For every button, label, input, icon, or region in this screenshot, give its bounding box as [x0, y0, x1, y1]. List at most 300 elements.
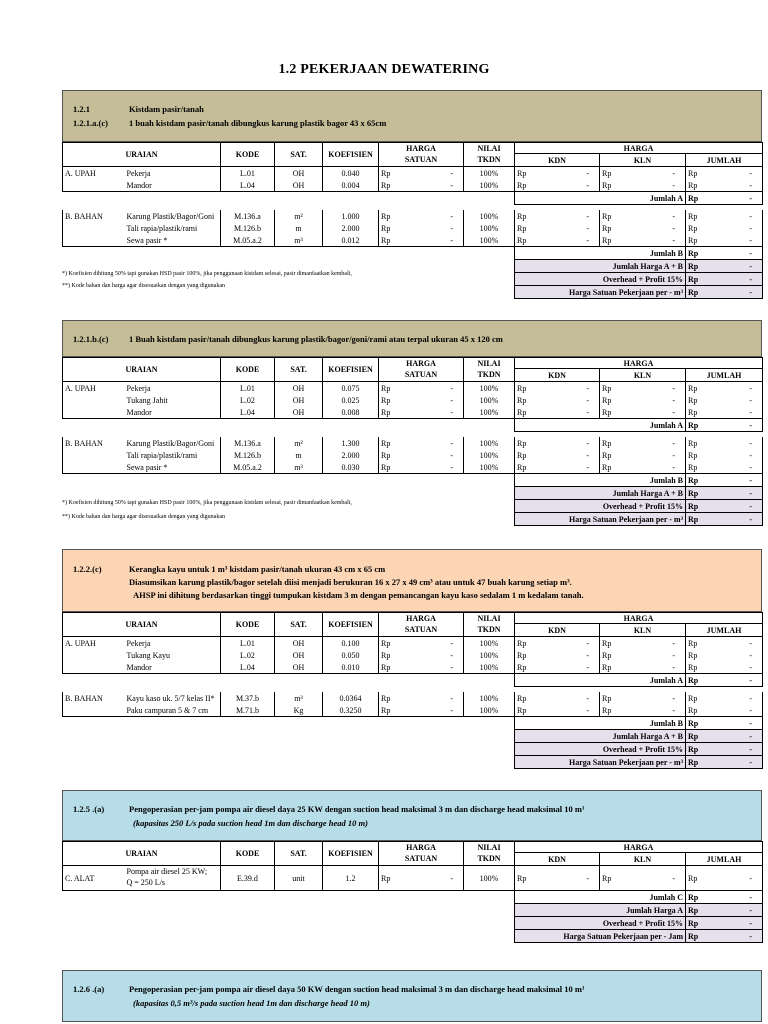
empty-cell [221, 474, 275, 487]
empty-cell [275, 717, 323, 730]
currency-label: Rp [688, 223, 698, 233]
tkdn-cell: 100% [464, 210, 515, 222]
currency-label: Rp [381, 705, 391, 715]
subtotal-value [686, 674, 763, 687]
section-1-2-6 [62, 970, 762, 1022]
table-row [63, 179, 763, 192]
empty-cell [63, 756, 125, 769]
amount-value: - [450, 383, 453, 393]
currency-label: Rp [602, 650, 612, 660]
amount-value: - [749, 438, 752, 448]
column-header-koefisien: KOEFISIEN [323, 143, 379, 167]
amount-value: - [586, 407, 589, 417]
cost-table [62, 612, 762, 769]
subtotal-row [63, 717, 763, 730]
empty-cell [379, 419, 464, 432]
kln-cell [600, 704, 686, 717]
empty-cell [379, 674, 464, 687]
empty-cell [379, 513, 464, 526]
kdn-cell [515, 649, 600, 661]
empty-cell [275, 247, 323, 260]
table-row [63, 704, 763, 717]
ahsp-table [62, 841, 763, 943]
amount-value: - [749, 662, 752, 672]
column-header-tkdn: TKDN [464, 624, 515, 637]
subtotal-row [63, 891, 763, 904]
tkdn-cell: 100% [464, 661, 515, 674]
empty-cell [125, 743, 221, 756]
amount-value: - [450, 705, 453, 715]
harga-satuan-cell [379, 637, 464, 650]
subtotal-label: Jumlah A [515, 419, 686, 432]
harga-satuan-cell [379, 704, 464, 717]
column-header-kdn: KDN [515, 624, 600, 637]
kln-cell [600, 167, 686, 180]
empty-cell [323, 930, 379, 943]
item-code: 1.2.5 .(a) [73, 804, 105, 814]
currency-label: Rp [602, 383, 612, 393]
empty-cell [464, 260, 515, 273]
currency-label: Rp [688, 892, 699, 902]
amount-value: - [672, 462, 675, 472]
amount-value: - [672, 211, 675, 221]
empty-cell [464, 674, 515, 687]
amount-value: - [586, 223, 589, 233]
uraian-cell: Karung Plastik/Bagor/Goni [125, 437, 221, 449]
empty-cell [221, 487, 275, 500]
currency-label: Rp [517, 168, 527, 178]
kln-cell [600, 179, 686, 192]
empty-cell [379, 192, 464, 205]
total-label: Jumlah Harga A + B [515, 260, 686, 273]
sat-cell: OH [275, 649, 323, 661]
currency-label: Rp [602, 438, 612, 448]
item-description: 1 Buah kistdam pasir/tanah dibungkus karung plastik/bagor/goni/rami atau terpal ukuran 45 x 120 cm [129, 334, 503, 344]
currency-label: Rp [688, 287, 699, 297]
harga-satuan-cell [379, 406, 464, 419]
column-header-kln: KLN [600, 624, 686, 637]
amount-value: - [586, 705, 589, 715]
group-label [63, 649, 125, 661]
table-row [63, 866, 763, 891]
section-code: 1.2.1 [73, 104, 90, 114]
sat-cell: unit [275, 866, 323, 891]
kln-cell [600, 649, 686, 661]
amount-value: - [672, 223, 675, 233]
amount-value: - [749, 675, 752, 685]
kln-cell [600, 234, 686, 247]
currency-label: Rp [602, 223, 612, 233]
sat-cell: m³ [275, 692, 323, 704]
empty-cell [323, 904, 379, 917]
currency-label: Rp [688, 931, 699, 941]
currency-label: Rp [688, 905, 699, 915]
empty-cell [379, 930, 464, 943]
subtotal-row [63, 247, 763, 260]
column-header-koefisien: KOEFISIEN [323, 613, 379, 637]
empty-cell [323, 286, 379, 299]
uraian-cell: Karung Plastik/Bagor/Goni [125, 210, 221, 222]
uraian-line: Q = 250 L/s [126, 878, 166, 887]
sat-cell: m³ [275, 234, 323, 247]
currency-label: Rp [381, 462, 391, 472]
empty-cell [323, 192, 379, 205]
subtotal-value [686, 419, 763, 432]
currency-label: Rp [381, 650, 391, 660]
kdn-cell [515, 661, 600, 674]
empty-cell [275, 743, 323, 756]
empty-cell [379, 474, 464, 487]
currency-label: Rp [602, 638, 612, 648]
empty-cell [464, 743, 515, 756]
amount-value: - [749, 462, 752, 472]
total-value [686, 917, 763, 930]
item-code: 1.2.1.b.(c) [73, 334, 109, 344]
tkdn-cell: 100% [464, 394, 515, 406]
column-header-nilai: NILAI [464, 358, 515, 369]
empty-cell [125, 487, 221, 500]
amount-value: - [749, 873, 752, 883]
amount-value: - [450, 438, 453, 448]
amount-value: - [586, 180, 589, 190]
group-label: B. BAHAN [63, 210, 125, 222]
sat-cell: m³ [275, 461, 323, 474]
amount-value: - [749, 757, 752, 767]
empty-cell [63, 730, 125, 743]
tkdn-cell: 100% [464, 234, 515, 247]
subtotal-label: Jumlah A [515, 192, 686, 205]
empty-cell [221, 917, 275, 930]
subtotal-label: Jumlah B [515, 717, 686, 730]
tkdn-cell: 100% [464, 649, 515, 661]
cost-table [62, 841, 762, 943]
total-value [686, 513, 763, 526]
amount-value: - [672, 705, 675, 715]
kode-cell: M.05.a.2 [221, 461, 275, 474]
empty-cell [221, 419, 275, 432]
empty-cell [379, 717, 464, 730]
table-row [63, 382, 763, 395]
total-label: Jumlah Harga A + B [515, 730, 686, 743]
koefisien-cell: 0.010 [323, 661, 379, 674]
empty-cell [63, 891, 125, 904]
currency-label: Rp [688, 650, 698, 660]
uraian-cell: Pekerja [125, 167, 221, 180]
empty-cell [221, 674, 275, 687]
currency-label: Rp [602, 662, 612, 672]
column-header-harga-satuan: HARGA [379, 143, 464, 154]
currency-label: Rp [688, 248, 699, 258]
total-value [686, 904, 763, 917]
column-header-koefisien: KOEFISIEN [323, 358, 379, 382]
table-row [63, 649, 763, 661]
item-capacity-note: (kapasitas 250 L/s pada suction head 1m dan discharge head 10 m) [133, 818, 368, 828]
jumlah-cell [686, 222, 763, 234]
empty-cell [221, 717, 275, 730]
kode-cell: L.04 [221, 179, 275, 192]
column-header-kode: KODE [221, 358, 275, 382]
kdn-cell [515, 449, 600, 461]
amount-value: - [749, 905, 752, 915]
koefisien-cell: 2.000 [323, 222, 379, 234]
currency-label: Rp [517, 438, 527, 448]
subtotal-label: Jumlah A [515, 674, 686, 687]
koefisien-cell: 0.040 [323, 167, 379, 180]
empty-cell [323, 487, 379, 500]
footnote: **) Kode bahan dan harga agar disesuaikan dengan yang digunakan [62, 514, 225, 520]
currency-label: Rp [688, 168, 698, 178]
sat-cell: m² [275, 437, 323, 449]
currency-label: Rp [381, 693, 391, 703]
jumlah-cell [686, 692, 763, 704]
empty-cell [323, 474, 379, 487]
kode-cell: L.01 [221, 167, 275, 180]
currency-label: Rp [602, 395, 612, 405]
column-header-kln: KLN [600, 369, 686, 382]
section-1-2-1-b [62, 320, 762, 526]
total-row [63, 487, 763, 500]
amount-value: - [749, 450, 752, 460]
uraian-cell: Paku campuran 5 & 7 cm [125, 704, 221, 717]
amount-value: - [450, 662, 453, 672]
uraian-cell: Sewa pasir * [125, 461, 221, 474]
currency-label: Rp [381, 235, 391, 245]
currency-label: Rp [381, 383, 391, 393]
empty-cell [464, 500, 515, 513]
uraian-cell: Mandor [125, 179, 221, 192]
group-label: A. UPAH [63, 637, 125, 650]
currency-label: Rp [517, 180, 527, 190]
currency-label: Rp [602, 462, 612, 472]
amount-value: - [586, 462, 589, 472]
kode-cell: E.39.d [221, 866, 275, 891]
kln-cell [600, 406, 686, 419]
subtotal-value [686, 474, 763, 487]
harga-satuan-cell [379, 167, 464, 180]
kdn-cell [515, 437, 600, 449]
table-row [63, 210, 763, 222]
currency-label: Rp [688, 501, 699, 511]
amount-value: - [450, 638, 453, 648]
empty-cell [275, 419, 323, 432]
total-value [686, 500, 763, 513]
table-header-row [63, 143, 763, 154]
column-header-kode: KODE [221, 613, 275, 637]
empty-cell [125, 917, 221, 930]
section-header-band [62, 549, 762, 612]
uraian-cell: Pekerja [125, 382, 221, 395]
harga-satuan-cell [379, 661, 464, 674]
sat-cell: m [275, 449, 323, 461]
tkdn-cell: 100% [464, 866, 515, 891]
koefisien-cell: 0.075 [323, 382, 379, 395]
amount-value: - [672, 395, 675, 405]
currency-label: Rp [381, 873, 391, 883]
uraian-cell: Tukang Jahit [125, 394, 221, 406]
amount-value: - [450, 650, 453, 660]
amount-value: - [672, 662, 675, 672]
koefisien-cell: 0.100 [323, 637, 379, 650]
empty-cell [464, 487, 515, 500]
empty-cell [323, 674, 379, 687]
empty-cell [379, 743, 464, 756]
column-header-kode: KODE [221, 842, 275, 866]
kln-cell [600, 637, 686, 650]
amount-value: - [749, 211, 752, 221]
section-header-band [62, 90, 762, 142]
kode-cell: L.01 [221, 637, 275, 650]
currency-label: Rp [602, 180, 612, 190]
tkdn-cell: 100% [464, 637, 515, 650]
empty-cell [275, 487, 323, 500]
tkdn-cell: 100% [464, 449, 515, 461]
sat-cell: OH [275, 179, 323, 192]
subtotal-value [686, 192, 763, 205]
amount-value: - [450, 450, 453, 460]
jumlah-cell [686, 394, 763, 406]
currency-label: Rp [688, 757, 699, 767]
column-header-uraian: URAIAN [63, 143, 221, 167]
currency-label: Rp [688, 211, 698, 221]
empty-cell [323, 730, 379, 743]
kln-cell [600, 437, 686, 449]
currency-label: Rp [381, 223, 391, 233]
amount-value: - [672, 168, 675, 178]
currency-label: Rp [517, 383, 527, 393]
sat-cell: m² [275, 210, 323, 222]
group-label [63, 661, 125, 674]
total-value [686, 756, 763, 769]
jumlah-cell [686, 637, 763, 650]
empty-cell [275, 192, 323, 205]
empty-cell [275, 513, 323, 526]
amount-value: - [749, 180, 752, 190]
empty-cell [125, 419, 221, 432]
jumlah-cell [686, 661, 763, 674]
amount-value: - [749, 287, 752, 297]
uraian-cell: Tali rapia/plastik/rami [125, 222, 221, 234]
tkdn-cell: 100% [464, 222, 515, 234]
column-header-jumlah: JUMLAH [686, 853, 763, 866]
currency-label: Rp [517, 223, 527, 233]
currency-label: Rp [381, 638, 391, 648]
item-assumption: Diasumsikan karung plastik/bagor setelah diisi menjadi berukuran 16 x 27 x 49 cm³ atau untuk 47 buah karung setiap m³. [129, 577, 572, 587]
currency-label: Rp [688, 407, 698, 417]
empty-cell [323, 756, 379, 769]
uraian-cell: Mandor [125, 661, 221, 674]
empty-cell [125, 247, 221, 260]
table-row [63, 167, 763, 180]
jumlah-cell [686, 449, 763, 461]
empty-cell [63, 917, 125, 930]
column-header-uraian: URAIAN [63, 842, 221, 866]
jumlah-cell [686, 167, 763, 180]
amount-value: - [672, 638, 675, 648]
tkdn-cell: 100% [464, 179, 515, 192]
jumlah-cell [686, 179, 763, 192]
item-description: 1 buah kistdam pasir/tanah dibungkus karung plastik bagor 43 x 65cm [129, 118, 387, 128]
total-value [686, 487, 763, 500]
amount-value: - [450, 395, 453, 405]
tkdn-cell: 100% [464, 437, 515, 449]
harga-satuan-cell [379, 649, 464, 661]
empty-cell [125, 730, 221, 743]
uraian-cell [125, 866, 221, 891]
amount-value: - [749, 650, 752, 660]
currency-label: Rp [381, 211, 391, 221]
empty-cell [125, 904, 221, 917]
currency-label: Rp [688, 731, 699, 741]
kdn-cell [515, 222, 600, 234]
amount-value: - [672, 450, 675, 460]
empty-cell [323, 247, 379, 260]
amount-value: - [672, 407, 675, 417]
amount-value: - [450, 407, 453, 417]
kode-cell: M.136.a [221, 210, 275, 222]
empty-cell [63, 419, 125, 432]
amount-value: - [749, 705, 752, 715]
currency-label: Rp [688, 718, 699, 728]
empty-cell [464, 730, 515, 743]
currency-label: Rp [688, 395, 698, 405]
total-label: Overhead + Profit 15% [515, 500, 686, 513]
sat-cell: OH [275, 661, 323, 674]
column-header-uraian: URAIAN [63, 613, 221, 637]
item-description: Pengoperasian per-jam pompa air diesel daya 25 KW dengan suction head maksimal 3 m dan discharge head maksimal 10 m¹ [129, 804, 585, 814]
currency-label: Rp [602, 705, 612, 715]
currency-label: Rp [688, 918, 699, 928]
item-description: Pengoperasian per-jam pompa air diesel daya 50 KW dengan suction head maksimal 3 m dan discharge head maksimal 10 m¹ [129, 984, 585, 994]
amount-value: - [749, 514, 752, 524]
empty-cell [221, 513, 275, 526]
table-row [63, 394, 763, 406]
currency-label: Rp [381, 438, 391, 448]
amount-value: - [586, 450, 589, 460]
group-label: B. BAHAN [63, 437, 125, 449]
column-header-satuan: SATUAN [379, 369, 464, 382]
kln-cell [600, 382, 686, 395]
harga-satuan-cell [379, 692, 464, 704]
table-row [63, 406, 763, 419]
currency-label: Rp [517, 705, 527, 715]
currency-label: Rp [688, 420, 699, 430]
amount-value: - [749, 261, 752, 271]
sat-cell: m [275, 222, 323, 234]
jumlah-cell [686, 234, 763, 247]
empty-cell [63, 930, 125, 943]
subtotal-value [686, 891, 763, 904]
harga-satuan-cell [379, 382, 464, 395]
empty-cell [464, 273, 515, 286]
koefisien-cell: 0.050 [323, 649, 379, 661]
amount-value: - [749, 274, 752, 284]
kode-cell: L.01 [221, 382, 275, 395]
kdn-cell [515, 179, 600, 192]
uraian-cell: Tukang Kayu [125, 649, 221, 661]
empty-cell [379, 500, 464, 513]
kode-cell: M.71.b [221, 704, 275, 717]
currency-label: Rp [517, 693, 527, 703]
harga-satuan-cell [379, 234, 464, 247]
harga-satuan-cell [379, 222, 464, 234]
kdn-cell [515, 210, 600, 222]
harga-satuan-cell [379, 449, 464, 461]
currency-label: Rp [688, 638, 698, 648]
kode-cell: M.126.b [221, 449, 275, 461]
subtotal-value [686, 247, 763, 260]
amount-value: - [749, 475, 752, 485]
total-label: Harga Satuan Pekerjaan per - m³ [515, 513, 686, 526]
